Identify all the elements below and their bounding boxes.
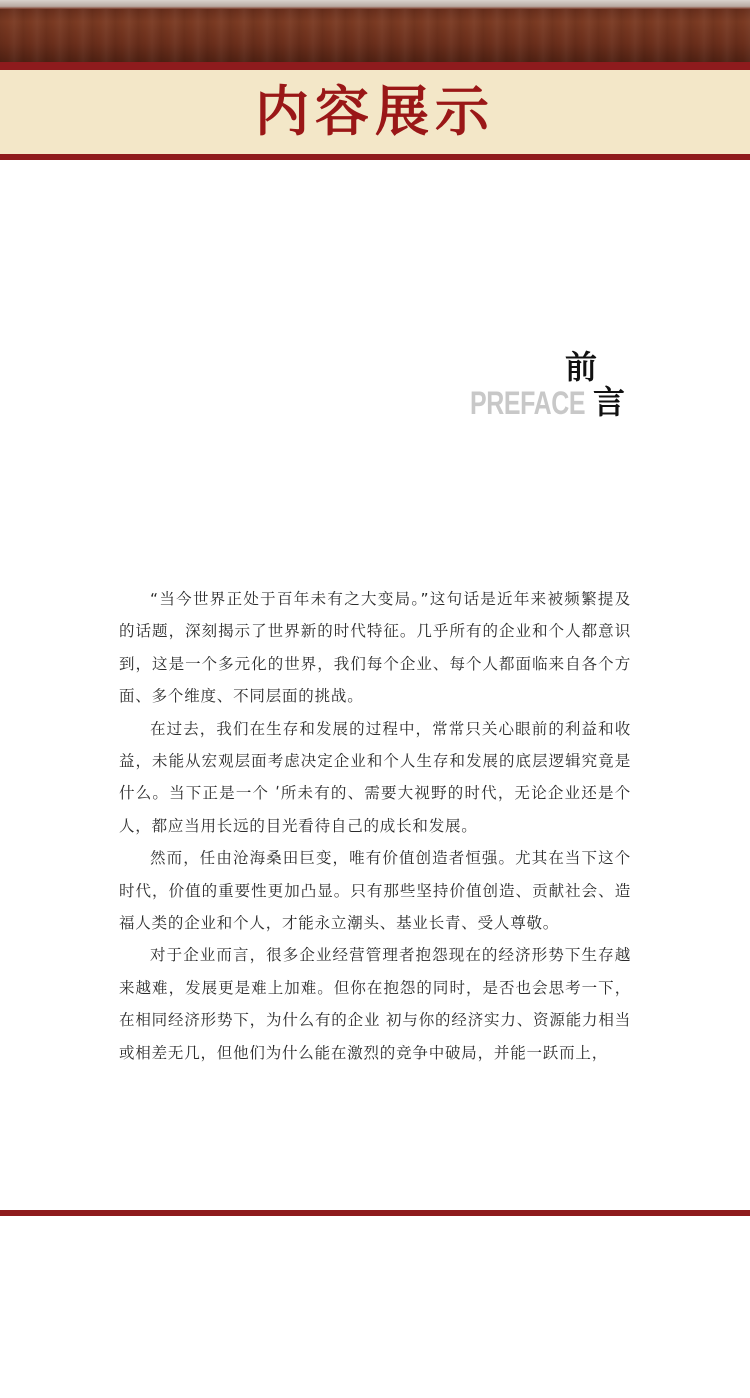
paragraph-1: “当今世界正处于百年未有之大变局。”这句话是近年来被频繁提及的话题，深刻揭示了世界新的时代特征。几乎所有的企业和个人都意识到，这是一个多元化的世界，我们每个企业、每个人都面临来自各个方面、多个维度、不同层面的挑战。: [119, 590, 631, 706]
title-band-top-border: [0, 62, 750, 70]
paragraph-4: 对于企业而言，很多企业经营管理者抱怨现在的经济形势下生存越来越难，发展更是难上加难。但你在抱怨的同时，是否也会思考一下，在相同经济形势下，为什么有的企业 初与你的经济实力、资源能力相当或相差无几，但他们为什么能在激烈的竞争中破局，并能一跃而上，: [119, 946, 631, 1062]
page-title: 内容展示: [255, 80, 495, 143]
header-top-strip: [0, 0, 750, 9]
title-band-bottom-border: [0, 154, 750, 160]
preface-body: [119, 583, 631, 1069]
preface-english-label: PREFACE: [470, 385, 586, 421]
preface-heading-char-2: 言: [593, 383, 626, 421]
footer-divider: [0, 1210, 750, 1216]
preface-heading-char-1: 前: [565, 348, 598, 386]
paragraph-3: 然而，任由沧海桑田巨变，唯有价值创造者恒强。尤其在当下这个时代，价值的重要性更加凸显。只有那些坚持价值创造、贡献社会、造福人类的企业和个人，才能永立潮头、基业长青、受人尊敬。: [119, 849, 631, 933]
paragraph-2: 在过去，我们在生存和发展的过程中，常常只关心眼前的利益和收益，未能从宏观层面考虑决定企业和个人生存和发展的底层逻辑究竟是什么。当下正是一个 ʹ所未有的、需要大视野的时代，无论企业还是个人，都应当用长远的目光看待自己的成长和发展。: [119, 719, 631, 835]
wood-header-background: [0, 0, 750, 62]
